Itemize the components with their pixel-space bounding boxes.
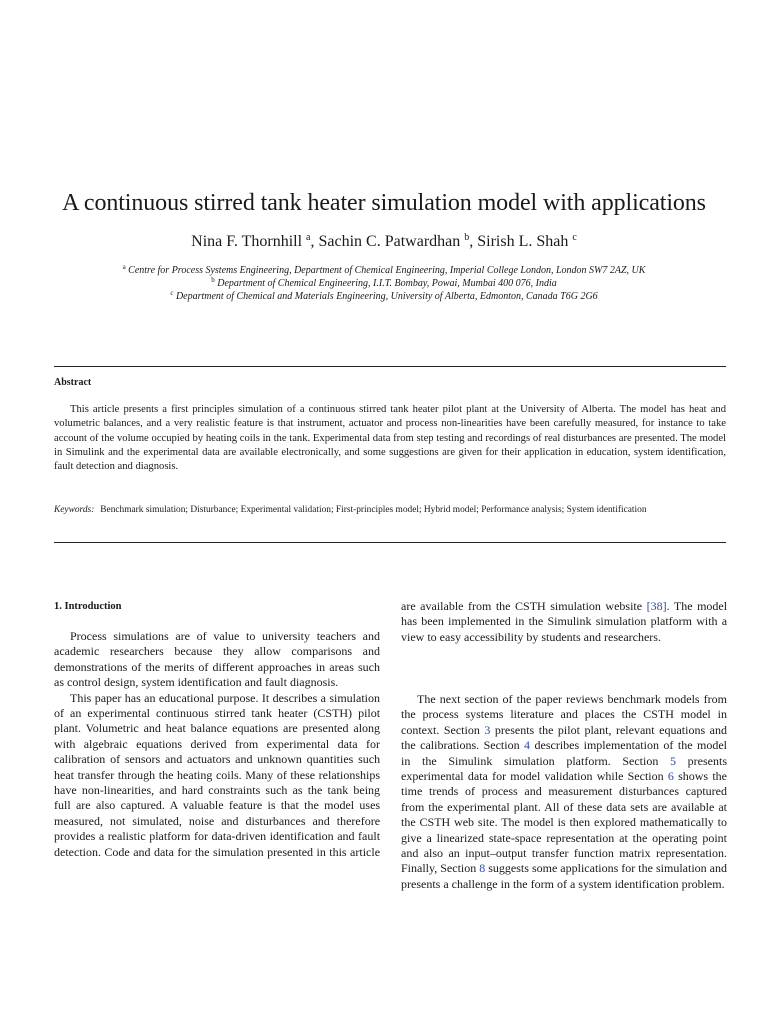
paragraph-word <box>128 737 136 751</box>
paragraph-word: identification <box>269 829 334 844</box>
paragraph-text: presents the pilot plant, relevant equations and the calibrations. Section <box>401 722 727 753</box>
paragraph-word: balance <box>190 721 228 736</box>
paragraph-word: view <box>401 629 425 644</box>
paragraph-word: purpose. <box>217 690 259 705</box>
paragraph-word: and <box>159 783 177 798</box>
paragraph-word: that <box>280 798 299 813</box>
paragraph-word <box>75 737 83 751</box>
paragraph-word: are <box>75 798 91 813</box>
paragraph-word: simulation <box>550 599 601 613</box>
paragraph-word: pilot <box>358 706 381 721</box>
paragraph-word: and <box>583 629 601 644</box>
paragraph-word: such <box>358 752 381 767</box>
affiliation-mark: a <box>122 263 126 271</box>
paragraph-word: simulation <box>329 690 381 705</box>
paragraph-word: with <box>696 614 718 629</box>
keywords <box>54 503 726 517</box>
paragraph-word: a <box>98 829 105 844</box>
paragraph-word: has <box>124 690 141 705</box>
bottom-divider <box>54 542 726 543</box>
paragraph-word: to <box>427 629 437 644</box>
paragraph-word: platform <box>149 829 191 844</box>
paragraph-word: simulation <box>595 614 647 629</box>
paragraph-word: the <box>528 614 544 629</box>
author-list: Nina F. Thornhill $^a$, Sachin C. Patwardhan $^b$, Sirish L. Shah $^c$ <box>191 232 577 250</box>
paragraph-word: continuous <box>156 706 209 721</box>
paragraph-word: the <box>158 767 174 782</box>
paragraph-word: platform <box>650 614 692 629</box>
paragraph-word: heating <box>177 767 213 782</box>
paragraph-word: CSTH <box>515 599 546 613</box>
paragraph-word <box>226 737 234 751</box>
paragraph-word: not <box>109 813 126 828</box>
paragraph-word: the <box>307 783 323 798</box>
paragraph-word: and <box>143 721 161 736</box>
paragraph-word: sensors <box>124 752 161 767</box>
citation-link[interactable]: [38] <box>646 599 667 613</box>
paragraph-word: realistic <box>107 829 146 844</box>
affiliation-b <box>0 278 768 289</box>
paragraph-word: A <box>169 798 178 813</box>
paragraph-word: been <box>421 614 444 629</box>
paragraph-word: describes <box>272 690 318 705</box>
paragraph-word: the <box>495 599 511 613</box>
paragraph-word: Volumetric <box>85 721 139 736</box>
paragraph-word: equations <box>232 721 279 736</box>
left-column <box>54 599 380 860</box>
paragraph-word: website <box>605 599 643 613</box>
paragraph-word: tank <box>251 706 273 721</box>
affiliation-text: Department of Chemical and Materials Engineering, University of Alberta, Edmonton, Canada T6G 2G6 <box>175 291 598 302</box>
paragraph-word: therefore <box>336 813 381 828</box>
paragraph-word: the <box>194 844 210 859</box>
paragraph-word: model <box>324 798 355 813</box>
paragraph-word: fault <box>358 829 381 844</box>
paragraph-word: unknown <box>257 752 302 767</box>
paragraph-word: simulation <box>212 844 264 859</box>
paragraph-word: easy <box>439 629 461 644</box>
affiliation-c <box>0 291 768 302</box>
paragraph-word: (CSTH) <box>313 706 353 721</box>
paragraph-word: and <box>133 844 151 859</box>
paragraph-word: constraints <box>208 783 261 798</box>
paragraph-word: experimental <box>87 706 150 721</box>
intro-paragraph-2 <box>54 691 380 860</box>
paragraph-word: stirred <box>214 706 246 721</box>
paragraph-word: The <box>673 599 693 613</box>
paragraph-word: available <box>420 599 464 613</box>
paragraph-text: shows the time trends of process and measurement disturbances captured from the experimental plant. All of these data sets are available at the CSTH web site. The model is then explored mathematically to give a linearized state-space representation at the operating point and also an input–output transfer function matrix representation. Finally, Section <box>401 769 727 876</box>
paragraph-word: from <box>234 736 259 751</box>
paragraph-word: measured, <box>54 813 103 828</box>
author-name: Nina F. Thornhill <box>191 233 303 250</box>
paragraph-word: simulated, <box>132 813 182 828</box>
paragraph-word: a <box>320 690 326 705</box>
paragraph-word: being <box>353 783 381 798</box>
paragraph-word: and <box>164 752 183 767</box>
intro-paragraph-1: Process simulations are of value to university teachers and academic researchers because they allow comparisons and demonstrations of the merits of different approaches in areas such as control design, system identification and fault diagnosis. <box>54 629 380 690</box>
paragraph-word: presented <box>302 721 349 736</box>
paragraph-word: presented <box>267 844 314 859</box>
affiliation-mark: b <box>211 276 215 284</box>
intro-paragraph-3-container <box>401 692 727 892</box>
section-heading: 1. Introduction <box>54 601 122 612</box>
paragraph-word: hard <box>181 783 204 798</box>
section-link-6[interactable]: 6 <box>667 769 674 784</box>
affiliation-a <box>0 265 768 276</box>
paragraph-word: experimental <box>266 736 330 751</box>
paragraph-word: Code <box>104 844 130 859</box>
paragraph-word: Simulink <box>547 614 592 629</box>
paragraph-text: presents experimental data for model validation while Section <box>401 753 728 784</box>
paragraph-word: heat <box>165 721 186 736</box>
paragraph-word: data <box>337 736 358 751</box>
affiliation-text: Department of Chemical Engineering, I.I.T. Bombay, Powai, Mumbai 400 076, India <box>217 278 557 289</box>
paragraph-word: noise <box>188 813 215 828</box>
paragraph-word: a <box>721 614 728 629</box>
affiliation-mark: b <box>464 232 470 243</box>
paragraph-word: by <box>526 629 539 644</box>
paragraph-word: and <box>312 813 330 828</box>
abstract-heading: Abstract <box>54 377 92 388</box>
top-divider <box>54 366 726 367</box>
paragraph-word: such <box>265 783 288 798</box>
paragraph-word: It <box>261 690 270 705</box>
paragraph-word: transfer <box>77 767 115 782</box>
paragraph-word: of <box>110 752 121 767</box>
paragraph-word: relationships <box>318 767 380 782</box>
paragraph-word: as <box>292 783 303 798</box>
paragraph-word: calibration <box>54 752 106 767</box>
paragraph-word: tank <box>327 783 349 798</box>
paragraph-word: this <box>329 844 347 859</box>
paragraph-word: Many <box>245 767 274 782</box>
paragraph-word: article <box>350 844 381 859</box>
paragraph-word: through <box>117 767 156 782</box>
paragraph-word: model <box>697 599 728 613</box>
paragraph-word <box>329 737 337 751</box>
paragraph-word: for <box>177 844 192 859</box>
affiliation-text: Centre for Process Systems Engineering, Department of Chemical Engineering, Imperial College London, London SW7 2AZ, UK <box>128 265 646 276</box>
section-link-5[interactable]: 5 <box>670 753 677 768</box>
section-link-4[interactable]: 4 <box>524 738 531 753</box>
paragraph-word: disturbances <box>245 813 306 828</box>
paragraph-word: has <box>401 614 417 629</box>
paper-title: A continuous stirred tank heater simulation model with applications <box>62 190 706 216</box>
author-name: Sirish L. Shah <box>477 233 569 250</box>
paragraph-word: This <box>70 690 92 705</box>
paragraph-word: captured. <box>120 798 165 813</box>
paragraph-word <box>103 814 110 828</box>
section-link-8[interactable]: 8 <box>479 861 486 876</box>
paragraph-word: an <box>70 706 82 721</box>
paragraph-word: in <box>316 844 326 859</box>
paragraph-word <box>182 814 189 828</box>
paragraph-word <box>239 814 246 828</box>
paragraph-word: full <box>54 798 71 813</box>
paragraph-word: and <box>337 829 355 844</box>
paragraph-word: non-linearities, <box>81 783 155 798</box>
paragraph-word: these <box>290 767 316 782</box>
paragraph-word: the <box>304 798 319 813</box>
paragraph-word: valuable <box>182 798 224 813</box>
paragraph-word: also <box>95 798 116 813</box>
paragraph-word: accessibility <box>464 629 524 644</box>
paragraph-word: educational <box>158 690 215 705</box>
affiliation-mark: c <box>572 232 577 243</box>
affiliation-mark: c <box>170 289 174 297</box>
paragraph-word: have <box>54 783 77 798</box>
paragraph-word: for <box>366 736 380 751</box>
paragraph-word <box>330 814 337 828</box>
paragraph-word: are <box>401 599 416 613</box>
paragraph-word: an <box>144 690 156 705</box>
paragraph-text: suggests some applications for the simulation and presents a challenge in the form of a system identification problem. <box>401 861 727 891</box>
paragraph-word <box>258 737 266 751</box>
paragraph-word: researchers. <box>604 629 661 644</box>
paragraph-word: data-driven <box>211 829 267 844</box>
paragraph-word: paper <box>94 690 122 705</box>
paragraph-word: equations <box>136 736 183 751</box>
affiliation-mark: a <box>306 232 311 243</box>
paragraph-word: in <box>515 614 525 629</box>
intro-paragraph-2-continued <box>401 599 727 645</box>
paragraph-word: from <box>468 599 492 613</box>
paragraph-word: implemented <box>448 614 511 629</box>
section-link-3[interactable]: 3 <box>484 722 491 737</box>
paragraph-word: heat <box>54 767 74 782</box>
paragraph-word: with <box>54 736 76 751</box>
paragraph-word <box>358 737 366 751</box>
paragraph-word: along <box>353 721 381 736</box>
right-column <box>401 599 727 645</box>
paragraph-word: and <box>235 752 253 767</box>
paragraph-word: detection. <box>54 844 101 859</box>
keywords-label: Keywords: <box>54 505 95 515</box>
paragraph-word: feature <box>228 798 263 813</box>
paragraph-word: of <box>276 767 287 782</box>
paragraph-word: plant. <box>54 721 81 736</box>
paragraph-word: for <box>194 829 209 844</box>
paragraph-word: actuators <box>187 752 231 767</box>
keywords-text: Benchmark simulation; Disturbance; Experimental validation; First-principles model; Hybrid model; Performance analysis; System identification <box>100 505 647 515</box>
paragraph-word: derived <box>190 736 227 751</box>
paragraph-word: of <box>54 706 64 721</box>
paragraph-word: heater <box>278 706 308 721</box>
paragraph-word: coils. <box>215 767 242 782</box>
paragraph-word: is <box>267 798 276 813</box>
intro-paragraph-3 <box>401 692 727 892</box>
paragraph-word: algebraic <box>83 736 128 751</box>
paragraph-text: describes implementation of the model in the Simulink simulation platform. Section <box>401 738 727 768</box>
paragraph-word: provides <box>54 829 96 844</box>
paragraph-word: . <box>666 599 670 613</box>
paragraph-word: uses <box>359 798 381 813</box>
paragraph-word: students <box>541 629 581 644</box>
paragraph-word: and <box>221 813 239 828</box>
author-name: Sachin C. Patwardhan <box>318 233 461 250</box>
paragraph-word: quantities <box>306 752 354 767</box>
paragraph-word: are <box>283 721 298 736</box>
paragraph-word: data <box>153 844 174 859</box>
paragraph-text: The next section of the paper reviews benchmark models from the process systems literature and places the CSTH model in context. Section <box>401 692 727 737</box>
abstract-body: This article presents a first principles simulation of a continuous stirred tank heater pilot plant at the University of Alberta. The model has heat and volumetric balances, and a very realistic feature is that instrument, actuator and process non-linearities have been carefully measured, for instance to take account of the volume occupied by heating coils in the tank. Experimental data from step testing and recordings of real disturbances are presented. The model in Simulink and the experimental data are available electronically, and some suggestions are given for their application in education, system identification, fault detection and diagnosis. <box>54 404 726 473</box>
